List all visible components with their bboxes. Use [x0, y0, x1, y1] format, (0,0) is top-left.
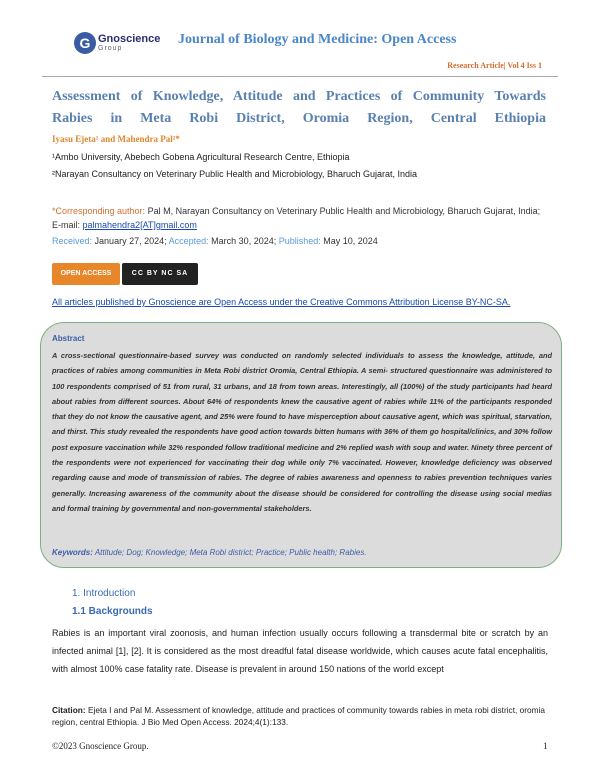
- corresponding-text: Pal M, Narayan Consultancy on Veterinary Public Health and Microbiology, Bharuch Gujarat, India; E-mail:: [52, 206, 541, 230]
- creative-commons-badge: CC BY NC SA: [122, 263, 198, 285]
- page-number: 1: [543, 741, 548, 751]
- corresponding-email-link[interactable]: palmahendra2[AT]gmail.com: [82, 220, 197, 230]
- keywords-label: Keywords:: [52, 548, 93, 557]
- accepted-label: Accepted:: [168, 236, 209, 246]
- citation-label: Citation:: [52, 705, 86, 715]
- keywords-list: Attitude; Dog; Knowledge; Meta Robi district; Practice; Public health; Rabies.: [94, 548, 367, 557]
- logo-icon: G: [74, 32, 96, 54]
- authors: Iyasu Ejeta¹ and Mahendra Pal²*: [52, 134, 180, 144]
- corresponding-author: [52, 204, 550, 232]
- title-line-1: Assessment of Knowledge, Attitude and Practices of Community Towards: [52, 89, 546, 104]
- open-access-badge: OPEN ACCESS: [52, 263, 120, 285]
- abstract-heading: Abstract: [52, 334, 85, 343]
- subsection-heading: 1.1 Backgrounds: [72, 606, 153, 617]
- license-link[interactable]: All articles published by Gnoscience are Open Access under the Creative Commons Attribution License BY-NC-SA.: [52, 297, 511, 307]
- header-divider: [42, 76, 558, 77]
- published-date: May 10, 2024: [323, 236, 378, 246]
- citation-text: Ejeta I and Pal M. Assessment of knowledge, attitude and practices of community towards rabies in meta robi district, oromia region, central Ethiopia. J Bio Med Open Access. 2024;4(1):133.: [52, 705, 545, 727]
- publisher-logo: [74, 30, 184, 60]
- published-label: Published:: [278, 236, 321, 246]
- copyright: ©2023 Gnoscience Group.: [52, 741, 149, 751]
- affiliation-1: ¹Ambo University, Abebech Gobena Agricultural Research Centre, Ethiopia: [52, 152, 350, 162]
- received-label: Received:: [52, 236, 93, 246]
- corresponding-label: *Corresponding author:: [52, 206, 146, 216]
- logo-name: Gnoscience: [98, 33, 161, 45]
- body-paragraph: Rabies is an important viral zoonosis, and human infection usually occurs following a transdermal bite or scratch by an infected animal [1], [2]. It is considered as the most dreadful fatal disease worldwide, which causes acute fatal encephalitis, with almost 100% case fatality rate. Disease is prevalent in around 150 nations of the world except: [52, 628, 548, 674]
- title-line-2: Rabies in Meta Robi District, Oromia Region, Central Ethiopia: [52, 111, 546, 126]
- received-date: January 27, 2024;: [94, 236, 167, 246]
- accepted-date: March 30, 2024;: [211, 236, 277, 246]
- affiliation-2: ²Narayan Consultancy on Veterinary Public Health and Microbiology, Bharuch Gujarat, India: [52, 169, 418, 179]
- journal-title: Journal of Biology and Medicine: Open Access: [178, 32, 457, 47]
- keywords: [52, 548, 552, 557]
- paper-title: [52, 86, 546, 130]
- article-type: Research Article| Vol 4 Iss 1: [447, 61, 542, 70]
- citation: [52, 704, 550, 728]
- section-heading: 1. Introduction: [72, 588, 136, 599]
- logo-subtitle: Group: [98, 45, 123, 52]
- abstract-text: A cross-sectional questionnaire-based survey was conducted on randomly selected individuals to assess the knowledge, attitude, and practices of rabies among communities in Meta Robi district Oromia, Central Ethiopia. A semi- structured questionnaire was administered to 100 respondents comprised of 51 from rural, 31 urbans, and 18 from town areas. Interestingly, all (100%) of the study participants had heard about rabies from different sources. About 64% of respondents knew the causative agent of rabies while 11% of the participants responded that they do not know the causative agent, and 25% were found to have misperception about causative agent, which was spiritual, starvation, and thirst. This study revealed the respondents have good action towards bitten humans with 36% of them go hospital/clinics, and 30% follow post exposure vaccination while 32% responded follow traditional medicine and 2% replied wash with soup and water. Ninety three percent of the respondents were not experienced for vaccinating their dog while only 7% vaccinated. However, knowledge deficiency was observed regarding cause and mode of transmission of rabies. The degree of rabies awareness and openness to rabies prevention techniques varies generally. Increasing awareness of the community about the disease should be considered for controlling the disease using social medias and formal training by governmental and non-governmental stakeholders.: [52, 351, 552, 513]
- article-dates: [52, 236, 378, 246]
